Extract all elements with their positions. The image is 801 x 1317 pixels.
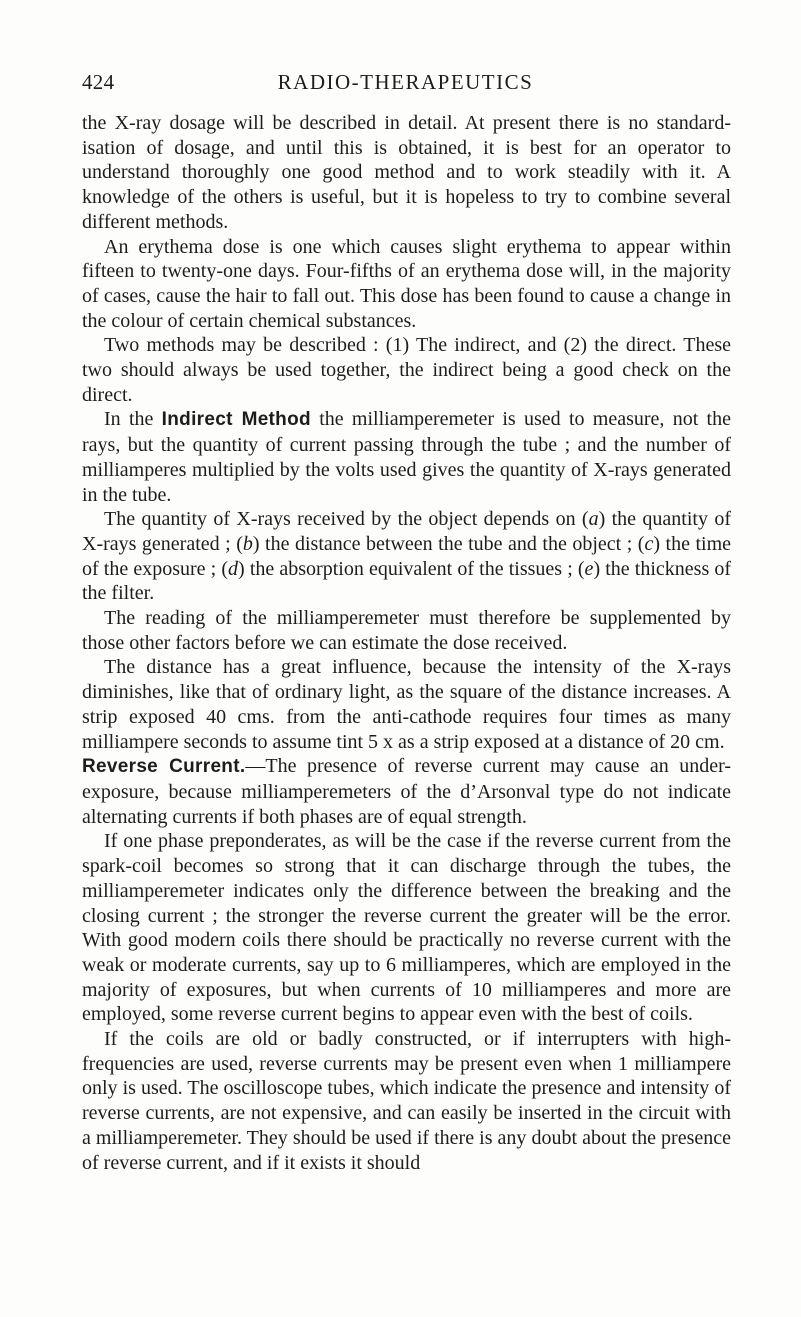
page-number: 424 (82, 70, 115, 94)
page-header (82, 70, 729, 98)
paragraph-coils: If the coils are old or badly constructed, or if interrupters with high-frequencies are used, reverse currents may be present even when 1 milliampere only is used. The oscilloscope tubes, which indicate the presence and intensity of reverse currents, are not expensive, and can easily be inserted in the circuit with a milliamperemeter. They should be used if there is any doubt about the presence of reverse current, and if it exists it should (82, 1028, 731, 1174)
paragraph-phase: If one phase preponderates, as will be the case if the reverse current from the spark-coil becomes so strong that it can discharge through the tubes, the milliamperemeter indicates only the difference between the breaking and the closing current ; the stronger the reverse current the greater will be the error. With good modern coils there should be practically no reverse current with the weak or moderate currents, say up to 6 milliamperes, which are employed in the majority of exposures, but when currents of 10 milliamperes and more are employed, some reverse current begins to appear even with the best of coils. (82, 830, 731, 1026)
list-letter: a (588, 508, 599, 531)
section-heading-reverse-current: Reverse Current. (82, 756, 246, 778)
body-text (82, 111, 731, 1175)
list-letter: b (242, 532, 253, 555)
paragraph-erythema-dose: An erythema dose is one which causes slight erythema to appear within fifteen to twenty-one days. Four-fifths of an erythema dose will, in the majority of cases, cause the hair to fall out. This dose has been found to cause a change in the colour of certain chemical substances. (82, 235, 731, 332)
running-title: RADIO-THERAPEUTICS (277, 70, 534, 94)
paragraph-distance: The distance has a great influence, because the intensity of the X-rays diminishes, like that of ordinary light, as the square of the distance increases. A strip exposed 40 cms. from the anti-cathode requires four times as many milliampere seconds to assume tint 5 x as a strip exposed at a distance of 20 cm. (82, 656, 731, 753)
paragraph-reading: The reading of the milliamperemeter must therefore be supplemented by those other factors before we can estimate the dose received. (82, 607, 731, 654)
paragraph-continued: the X-ray dosage will be described in detail. At present there is no standardisation of dosage, and until this is obtained, it is best for an operator to understand thoroughly one good method and to work steadily with it. A knowledge of the others is useful, but it is hopeless to try to combine several different methods. (82, 112, 731, 233)
paragraph-reverse-current (82, 754, 731, 829)
text-run: ) the time of the exposure ; ( (82, 532, 732, 580)
section-heading-indirect-method: Indirect Method (161, 409, 311, 431)
text-run: ) the absorption equivalent of the tissues ; ( (238, 557, 585, 580)
text-run: ) the distance between the tube and the object ; ( (252, 532, 645, 555)
text-run: ) the thickness of the filter. (82, 557, 732, 605)
paragraph-text: the milliamperemeter is used to measure, not the rays, but the quantity of current passing through the tube ; and the number of milliamperes multiplied by the volts used gives the quantity of X-rays generated in the tube. (82, 408, 731, 506)
paragraph-quantity-factors (82, 507, 731, 606)
paragraph-two-methods: Two methods may be described : (1) The indirect, and (2) the direct. These two should always be used together, the indirect being a good check on the direct. (82, 334, 731, 406)
paragraph-text: —The presence of reverse current may cause an under-exposure, because milliamperemeters of the d’Arsonval type do not indicate alternating currents if both phases are of equal strength. (82, 755, 731, 828)
text-run: The quantity of X-rays received by the object depends on ( (104, 508, 589, 531)
list-letter: d (228, 557, 239, 580)
paragraph-lead-in: In the (104, 408, 162, 431)
list-letter: e (584, 557, 594, 580)
list-letter: c (644, 532, 654, 555)
paragraph-indirect-method (82, 407, 731, 507)
text-run: ) the quantity of X-rays generated ; ( (82, 508, 731, 555)
